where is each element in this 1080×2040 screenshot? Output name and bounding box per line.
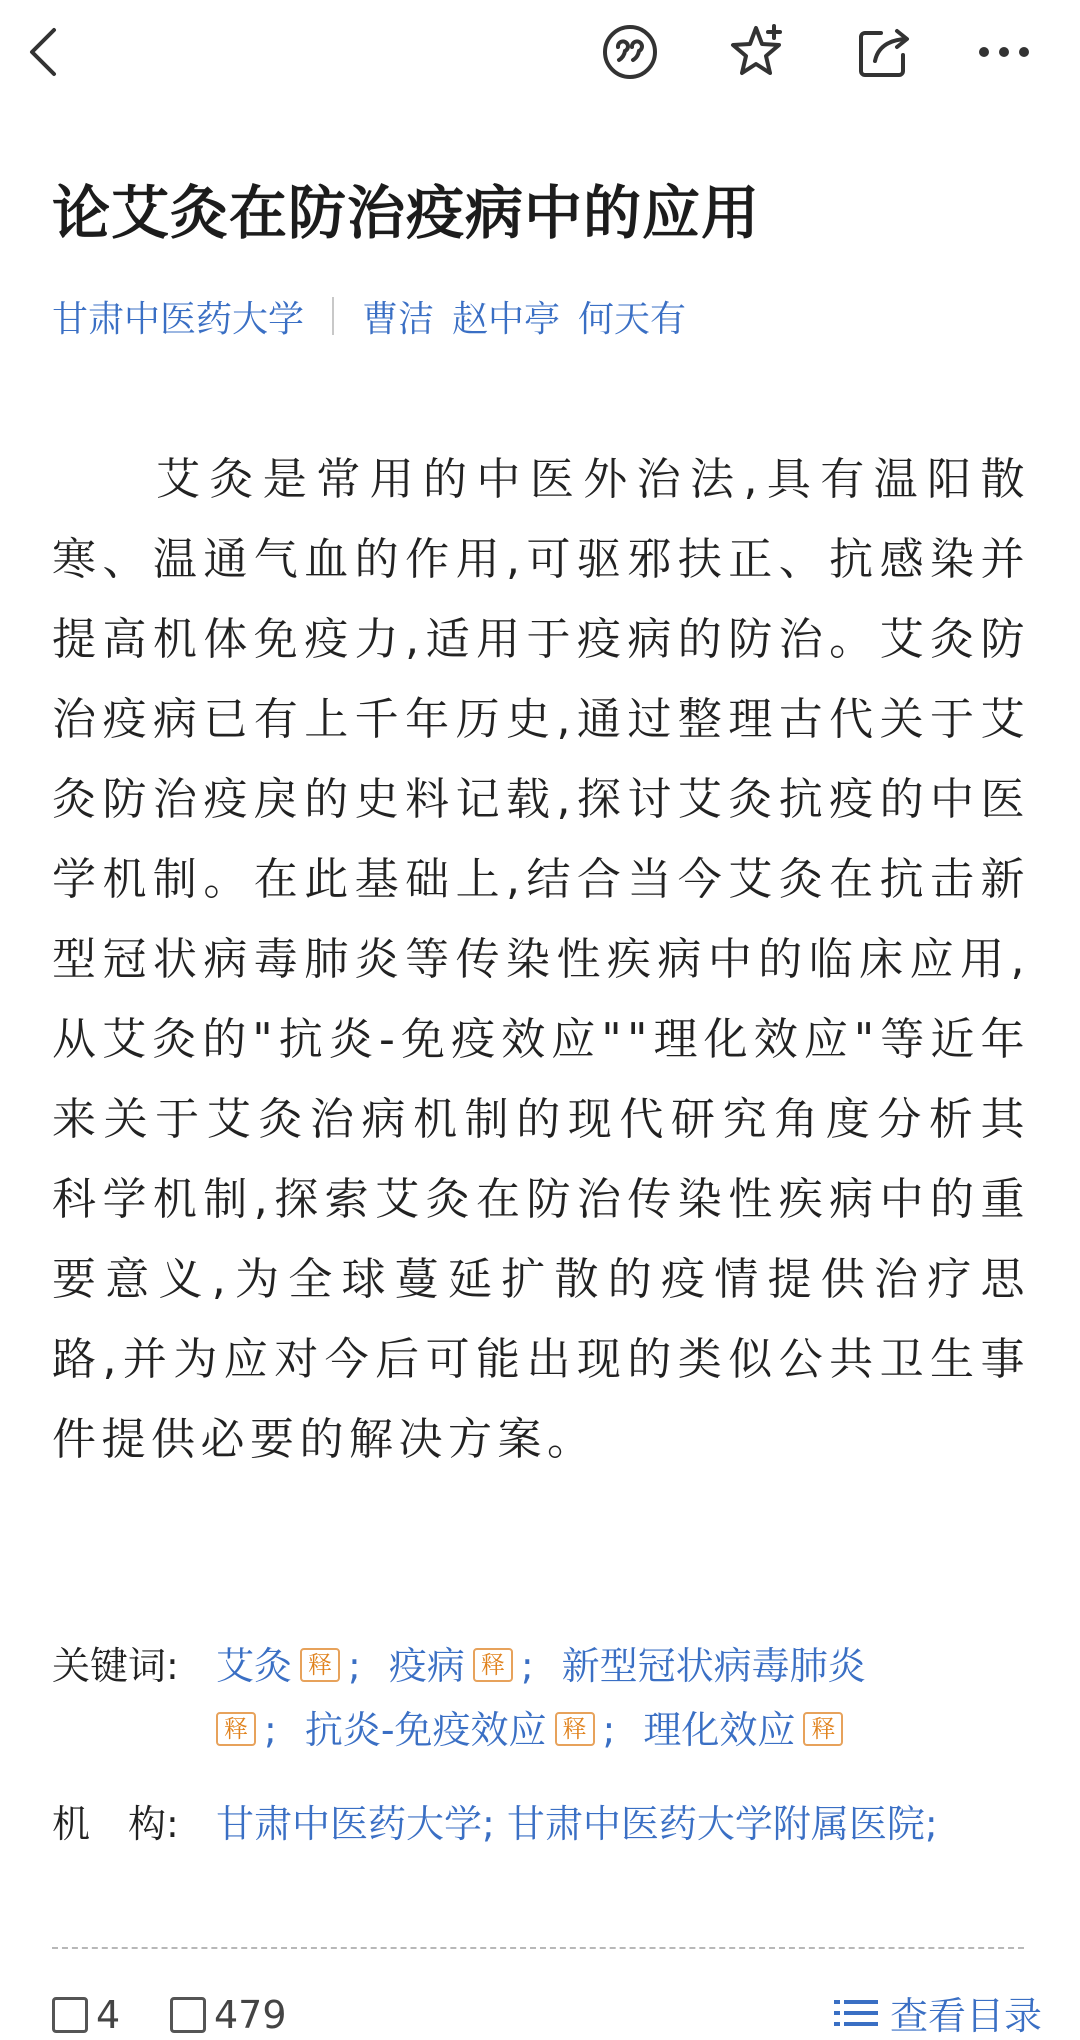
- explain-badge[interactable]: 释: [803, 1712, 843, 1746]
- quote-button[interactable]: [598, 20, 662, 84]
- download-count: [170, 1993, 287, 2037]
- keyword-link[interactable]: 理化效应: [643, 1708, 796, 1752]
- explain-badge[interactable]: 释: [216, 1712, 256, 1746]
- keywords-section: [52, 1634, 1042, 1762]
- keyword-separator: ;: [520, 1644, 534, 1688]
- more-button[interactable]: [972, 20, 1036, 84]
- byline-institution[interactable]: 甘肃中医药大学: [52, 298, 305, 340]
- article-title: 论艾灸在防治疫病中的应用: [52, 179, 761, 247]
- star-plus-icon: [728, 22, 788, 82]
- cite-count-value: 4: [96, 1993, 121, 2037]
- explain-badge[interactable]: 释: [555, 1712, 595, 1746]
- keywords-list: [216, 1634, 1042, 1762]
- keywords-label: 关键词:: [52, 1644, 179, 1688]
- list-icon: [834, 1998, 878, 2028]
- dashed-divider: [52, 1947, 1024, 1949]
- back-button[interactable]: [12, 20, 76, 84]
- favorite-button[interactable]: [726, 20, 790, 84]
- author-link[interactable]: 赵中亭: [452, 298, 561, 340]
- byline: [52, 288, 704, 344]
- share-button[interactable]: [852, 20, 916, 84]
- institutions-label: 机 构:: [52, 1802, 179, 1846]
- keyword-link[interactable]: 艾灸: [216, 1644, 293, 1688]
- chevron-left-icon: [24, 24, 64, 80]
- share-icon: [855, 23, 913, 81]
- explain-badge[interactable]: 释: [300, 1648, 340, 1682]
- author-link[interactable]: 何天有: [578, 298, 687, 340]
- explain-badge[interactable]: 释: [473, 1648, 513, 1682]
- byline-divider: [332, 297, 334, 335]
- keyword-link[interactable]: 疫病: [388, 1644, 465, 1688]
- institutions-list[interactable]: 甘肃中医药大学; 甘肃中医药大学附属医院;: [216, 1802, 938, 1846]
- view-toc-button[interactable]: [834, 1985, 1042, 2040]
- cite-icon: [52, 1997, 88, 2033]
- cite-count: [52, 1993, 120, 2037]
- download-count-value: 479: [214, 1993, 287, 2037]
- keyword-link[interactable]: 新型冠状病毒肺炎: [561, 1644, 866, 1688]
- keyword-separator: ;: [348, 1644, 361, 1688]
- more-dots-icon: [976, 42, 1032, 62]
- keyword-link[interactable]: 抗炎-免疫效应: [304, 1708, 547, 1752]
- download-icon: [170, 1997, 206, 2033]
- top-toolbar: [0, 0, 1080, 110]
- abstract-text: 艾灸是常用的中医外治法,具有温阳散寒、温通气血的作用,可驱邪扶正、抗感染并提高机体免疫力,适用于疫病的防治。艾灸防治疫病已有上千年历史,通过整理古代关于艾灸防治疫戾的史料记载,探讨艾灸抗疫的中医学机制。在此基础上,结合当今艾灸在抗击新型冠状病毒肺炎等传染性疾病中的临床应用,从艾灸的"抗炎-免疫效应""理化效应"等近年来关于艾灸治病机制的现代研究角度分析其科学机制,探索艾灸在防治传染性疾病中的重要意义,为全球蔓延扩散的疫情提供治疗思路,并为应对今后可能出现的类似公共卫生事件提供必要的解决方案。: [52, 454, 1030, 1465]
- quote-icon: [601, 23, 659, 81]
- keyword-separator: ;: [264, 1708, 277, 1752]
- keyword-separator: ;: [602, 1708, 616, 1752]
- article-stats-bar: [52, 1985, 1042, 2038]
- institutions-section: [52, 1792, 1042, 1856]
- author-link[interactable]: 曹洁: [362, 298, 435, 340]
- view-toc-label: 查看目录: [889, 1994, 1042, 2038]
